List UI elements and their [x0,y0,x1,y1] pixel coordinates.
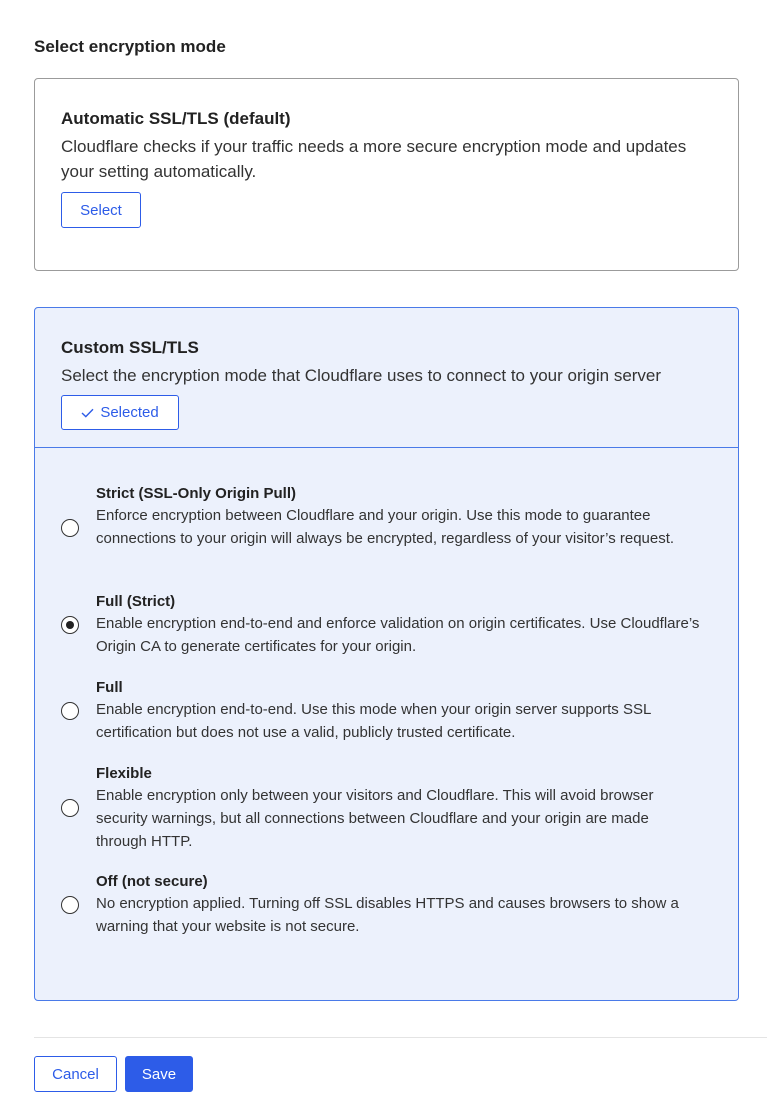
save-button[interactable]: Save [125,1056,193,1092]
custom-ssl-title: Custom SSL/TLS [61,338,199,357]
option-title: Full (Strict) [96,593,176,610]
option-description: No encryption applied. Turning off SSL disables HTTPS and causes browsers to show a warning that your website is not secure. [96,895,679,935]
custom-ssl-description: Select the encryption mode that Cloudflare uses to connect to your origin server [61,366,662,385]
radio-flexible[interactable] [61,799,79,817]
option-title: Strict (SSL-Only Origin Pull) [96,485,297,502]
option-title: Flexible [96,765,152,782]
selected-custom-button-label: Selected [100,404,159,421]
custom-ssl-header [35,308,738,448]
cancel-button[interactable]: Cancel [34,1056,117,1092]
radio-full-strict[interactable] [61,616,79,634]
radio-off[interactable] [61,896,79,914]
option-title: Full [96,679,123,696]
option-description: Enable encryption end-to-end. Use this mode when your origin server supports SSL certification but does not use a valid, publicly trusted certificate. [96,701,651,741]
selected-custom-button[interactable] [61,395,179,430]
footer-divider [34,1037,767,1038]
option-description: Enable encryption end-to-end and enforce validation on origin certificates. Use Cloudflare’s Origin CA to generate certificates for your origin. [96,615,700,655]
automatic-ssl-title: Automatic SSL/TLS (default) [61,109,291,128]
select-automatic-button[interactable]: Select [61,192,141,228]
checkmark-icon [81,408,94,418]
option-title: Off (not secure) [96,873,208,890]
radio-full[interactable] [61,702,79,720]
radio-strict-ssl-only[interactable] [61,519,79,537]
automatic-ssl-description: Cloudflare checks if your traffic needs a more secure encryption mode and updates your setting automatically. [61,137,687,181]
option-description: Enable encryption only between your visitors and Cloudflare. This will avoid browser security warnings, but all connections between Cloudflare and your origin are made through HTTP. [96,787,654,850]
option-description: Enforce encryption between Cloudflare and your origin. Use this mode to guarantee connections to your origin will always be encrypted, regardless of your visitor’s request. [96,507,675,547]
automatic-ssl-card[interactable] [34,78,739,271]
custom-ssl-card[interactable] [34,307,739,1001]
page-title: Select encryption mode [34,37,226,56]
